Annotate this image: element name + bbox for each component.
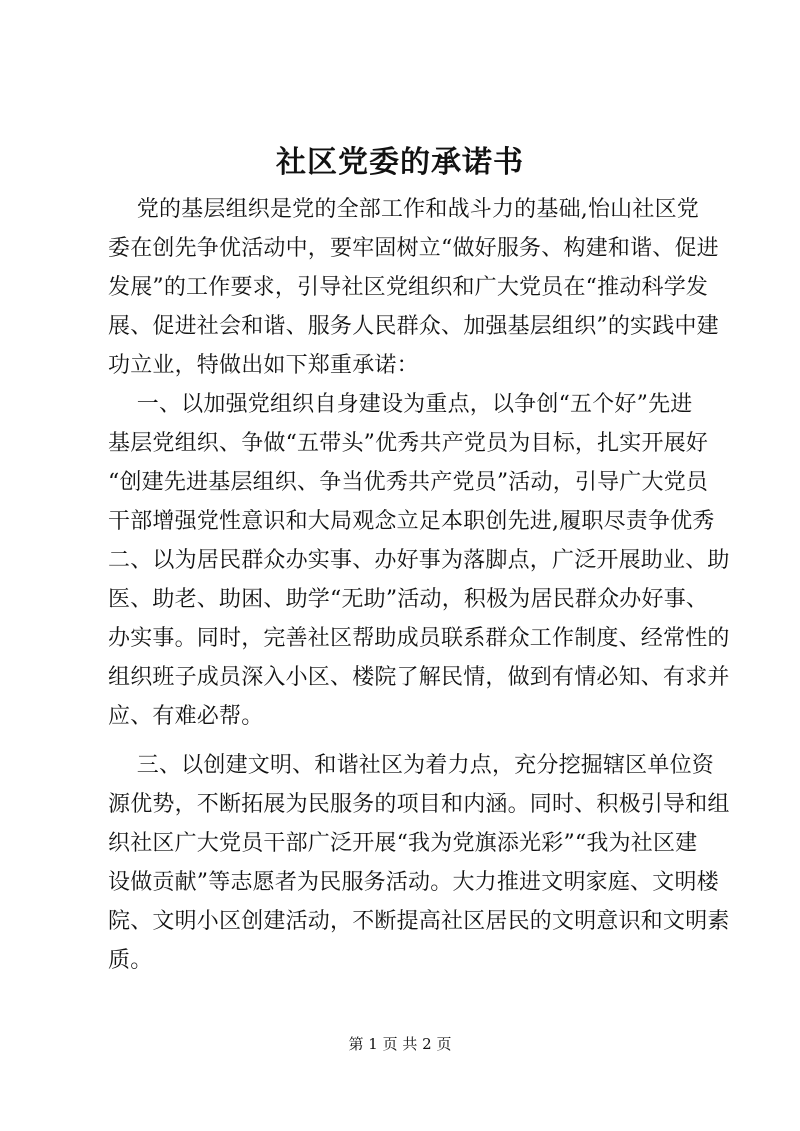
text-line: 基层党组织、争做“五带头”优秀共产党员为目标，扎实开展好: [108, 431, 709, 456]
text-line: 设做贡献”等志愿者为民服务活动。大力推进文明家庭、文明楼: [108, 870, 719, 895]
text-line: 功立业，特做出如下郑重承诺：: [108, 353, 419, 378]
text-line: 组织班子成员深入小区、楼院了解民情，做到有情必知、有求并: [108, 665, 730, 690]
text-line: 委在创先争优活动中，要牢固树立“做好服务、构建和谐、促进: [108, 236, 719, 261]
text-line: 质。: [108, 948, 153, 973]
text-line: 二、以为居民群众办实事、办好事为落脚点，广泛开展助业、助: [108, 548, 730, 573]
text-line: 应、有难必帮。: [108, 704, 264, 729]
text-line: 展、促进社会和谐、服务人民群众、加强基层组织”的实践中建: [108, 314, 719, 339]
page-title: 社区党委的承诺书: [276, 145, 524, 180]
text-line: 医、助老、助困、助学“无助”活动，积极为居民群众办好事、: [108, 587, 709, 612]
text-line: 院、文明小区创建活动，不断提高社区居民的文明意识和文明素: [108, 909, 730, 934]
text-line: 干部增强党性意识和大局观念立足本职创先进,履职尽责争优秀: [108, 509, 715, 534]
text-line: “创建先进基层组织、争当优秀共产党员”活动，引导广大党员: [108, 470, 709, 495]
page-footer: 第 1 页 共 2 页: [348, 1035, 452, 1053]
text-line: 一、以加强党组织自身建设为重点，以争创“五个好”先进: [108, 392, 693, 417]
text-line: 三、以创建文明、和谐社区为着力点，充分挖掘辖区单位资: [108, 753, 714, 778]
document-body: [108, 190, 730, 980]
text-line: 党的基层组织是党的全部工作和战斗力的基础,怡山社区党: [108, 197, 699, 222]
text-line: 源优势，不断拓展为民服务的项目和内涵。同时、积极引导和组: [108, 792, 730, 817]
text-line: 发展”的工作要求，引导社区党组织和广大党员在“推动科学发: [108, 275, 709, 300]
text-line: 办实事。同时，完善社区帮助成员联系群众工作制度、经常性的: [108, 626, 730, 651]
text-line: 织社区广大党员干部广泛开展“我为党旗添光彩”“我为社区建: [108, 831, 698, 856]
